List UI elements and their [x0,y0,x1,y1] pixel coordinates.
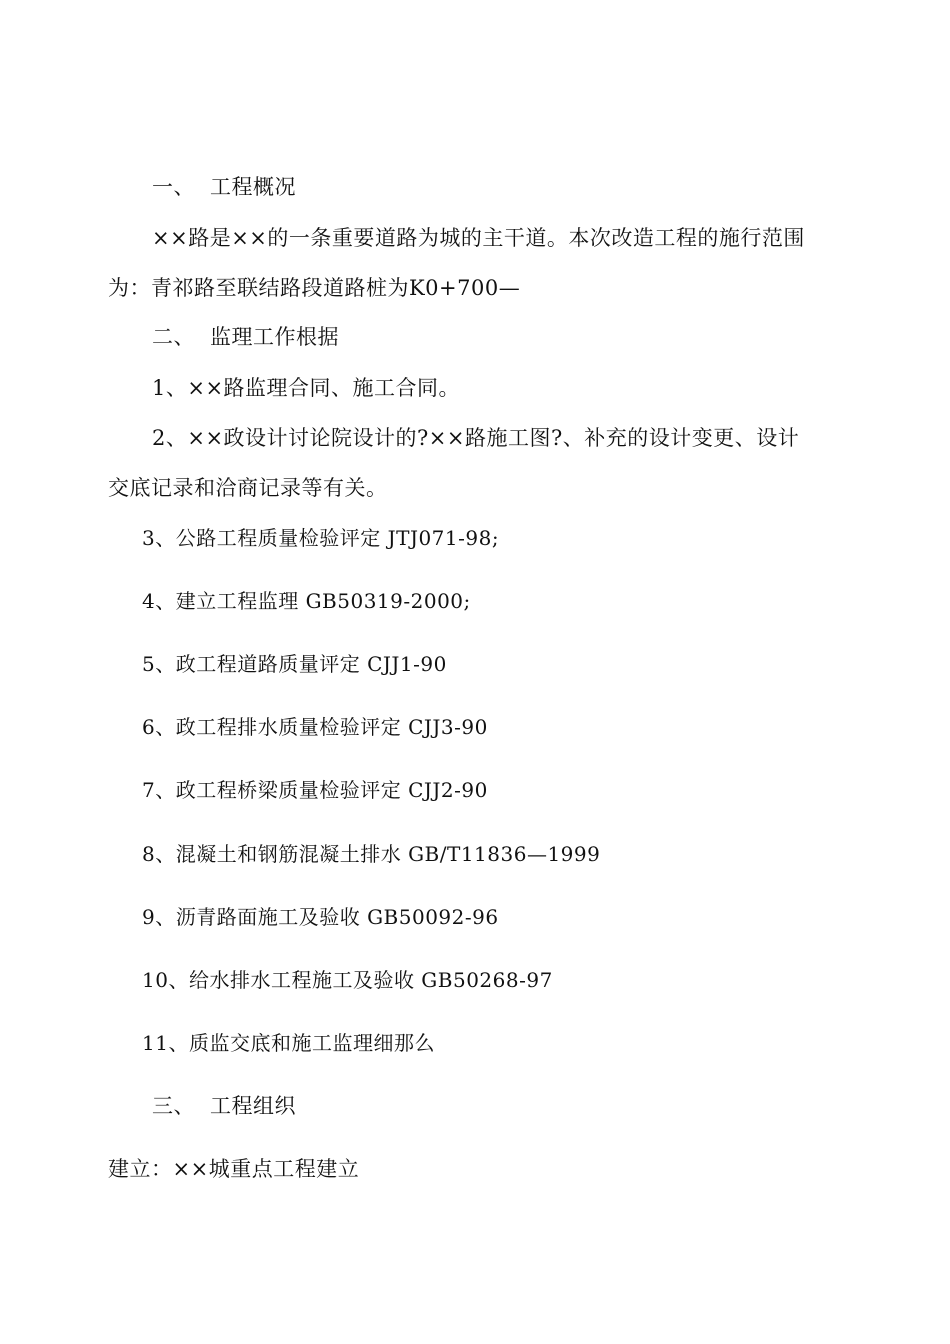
section-heading-2 [152,323,339,351]
list-item: 10、给水排水工程施工及验收 GB50268-97 [142,968,553,992]
paragraph-line: 建立：××城重点工程建立 [108,1157,360,1181]
list-item: 8、混凝土和钢筋混凝土排水 GB/T11836—1999 [142,842,601,866]
list-item: 1、××路监理合同、施工合同。 [152,376,461,400]
section-title: 工程组织 [210,1094,296,1118]
list-item: 9、沥青路面施工及验收 GB50092-96 [142,905,499,929]
list-item: 3、公路工程质量检验评定 JTJ071-98; [142,526,500,550]
section-number: 二、 [152,325,195,349]
list-item: 7、政工程桥梁质量检验评定 CJJ2-90 [142,778,488,802]
list-item: 11、质监交底和施工监理细那么 [142,1031,435,1055]
list-item-continuation: 交底记录和洽商记录等有关。 [108,476,388,500]
section-number: 一、 [152,175,195,199]
list-item: 6、政工程排水质量检验评定 CJJ3-90 [142,715,488,739]
section-heading-3 [152,1092,296,1120]
section-heading-1 [152,173,296,201]
paragraph-line: ××路是××的一条重要道路为城的主干道。本次改造工程的施行范围 [152,226,805,250]
section-title: 监理工作根据 [210,325,339,349]
list-item: 5、政工程道路质量评定 CJJ1-90 [142,652,447,676]
section-number: 三、 [152,1094,195,1118]
list-item: 2、××政设计讨论院设计的?××路施工图?、补充的设计变更、设计 [152,426,800,450]
section-title: 工程概况 [210,175,296,199]
list-item: 4、建立工程监理 GB50319-2000; [142,589,471,613]
paragraph-line: 为：青祁路至联结路段道路桩为K0+700— [108,276,521,300]
